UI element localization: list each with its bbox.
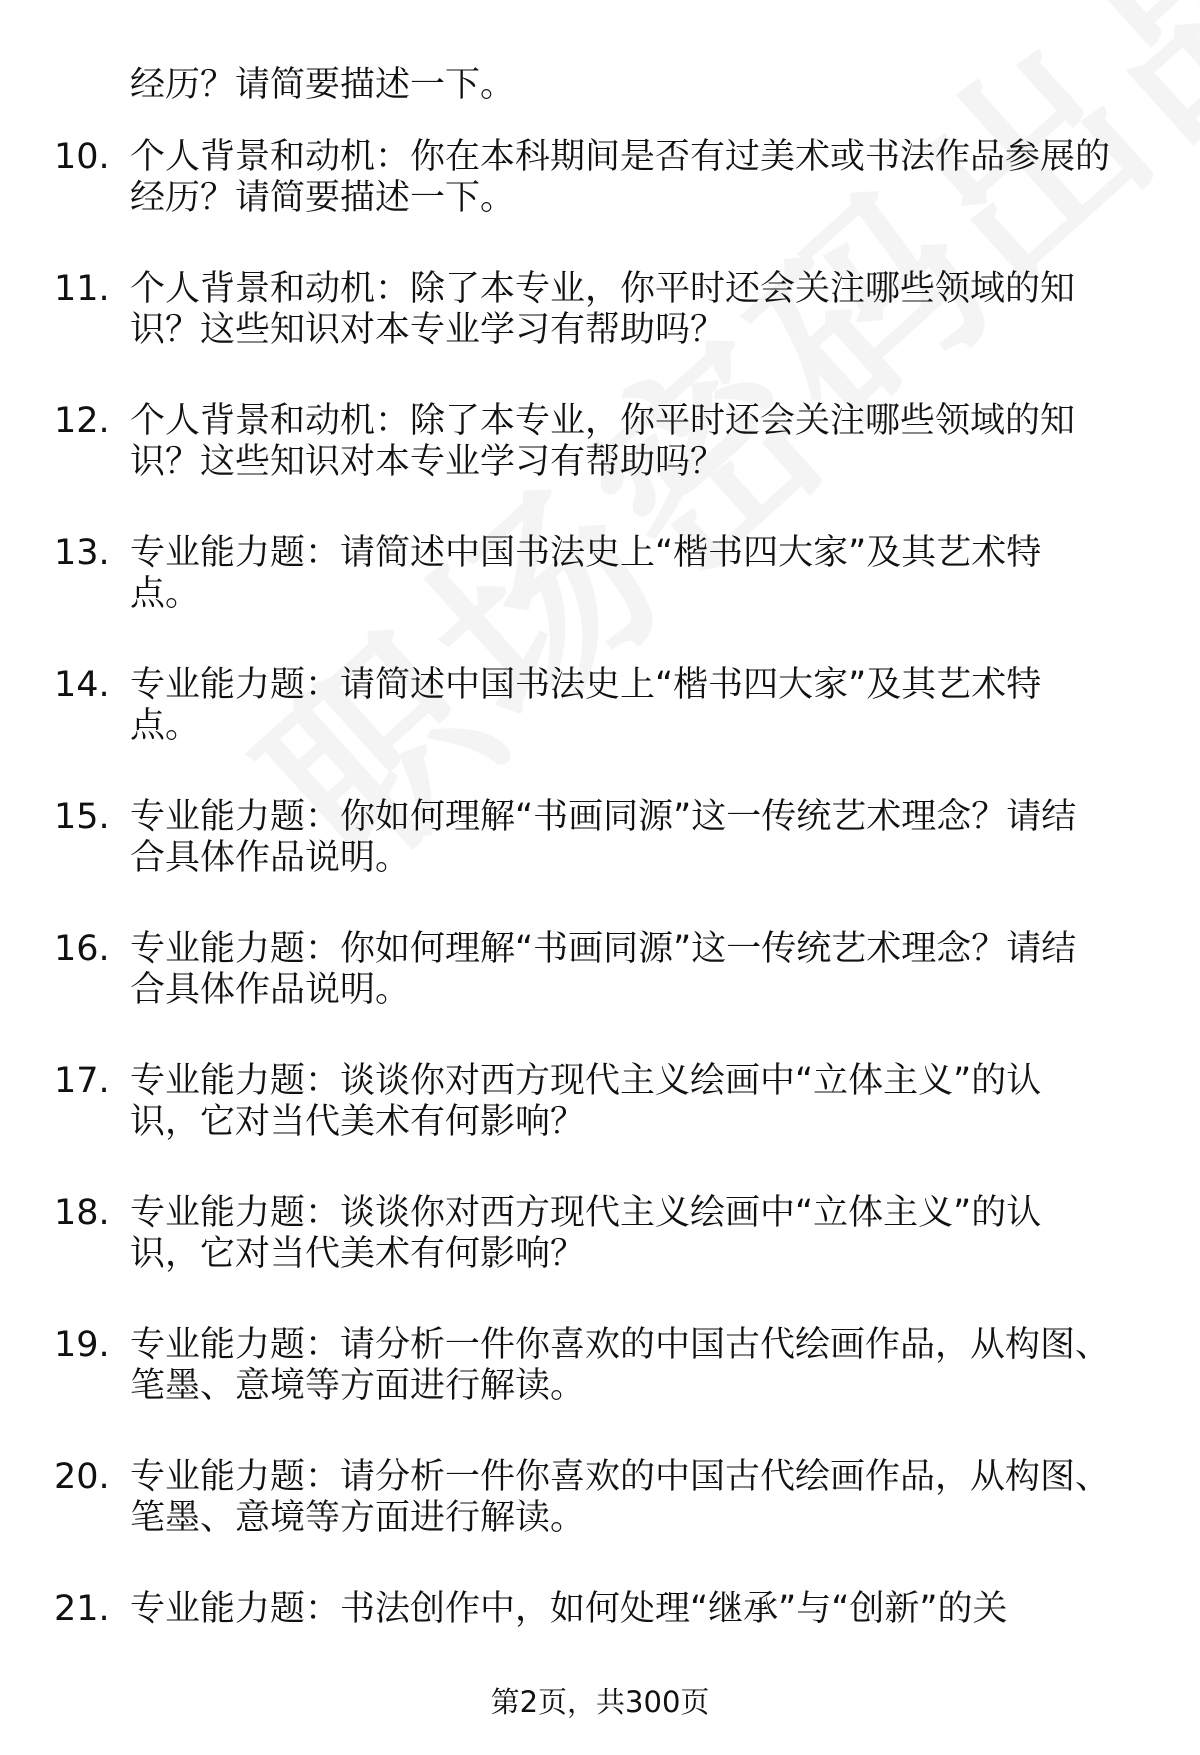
question-item	[0, 266, 1200, 398]
question-text-line: 专业能力题：请分析一件你喜欢的中国古代绘画作品，从构图、	[130, 1457, 1111, 1497]
question-text-line: 专业能力题：请简述中国书法史上“楷书四大家”及其艺术特	[130, 533, 1042, 573]
question-text-line: 专业能力题：你如何理解“书画同源”这一传统艺术理念？请结	[130, 929, 1077, 969]
question-item	[0, 530, 1200, 662]
question-text-line: 专业能力题：谈谈你对西方现代主义绘画中“立体主义”的认	[130, 1061, 1042, 1101]
question-item	[0, 794, 1200, 926]
question-text-line: 专业能力题：请分析一件你喜欢的中国古代绘画作品，从构图、	[130, 1325, 1111, 1365]
question-item	[0, 134, 1200, 266]
question-number: 18.	[54, 1193, 110, 1233]
question-text-line: 个人背景和动机：你在本科期间是否有过美术或书法作品参展的	[130, 137, 1111, 177]
question-number: 11.	[54, 269, 110, 309]
question-text-line: 识？这些知识对本专业学习有帮助吗？	[130, 442, 726, 482]
question-number: 20.	[54, 1457, 110, 1497]
question-text-line: 点。	[130, 706, 201, 746]
question-item	[0, 1322, 1200, 1454]
question-list	[0, 134, 1200, 1718]
question-number: 14.	[54, 665, 110, 705]
question-9-continuation: 经历？请简要描述一下。	[130, 65, 516, 105]
question-number: 15.	[54, 797, 110, 837]
question-number: 10.	[54, 137, 110, 177]
question-number: 21.	[54, 1589, 110, 1629]
question-number: 16.	[54, 929, 110, 969]
question-number: 17.	[54, 1061, 110, 1101]
question-item	[0, 1190, 1200, 1322]
question-text-line: 专业能力题：你如何理解“书画同源”这一传统艺术理念？请结	[130, 797, 1077, 837]
question-number: 19.	[54, 1325, 110, 1365]
question-text-line: 个人背景和动机：除了本专业，你平时还会关注哪些领域的知	[130, 401, 1076, 441]
question-item	[0, 398, 1200, 530]
question-item	[0, 926, 1200, 1058]
question-number: 13.	[54, 533, 110, 573]
question-text-line: 识？这些知识对本专业学习有帮助吗？	[130, 310, 726, 350]
page-footer: 第2页，共300页	[490, 1685, 710, 1719]
question-text-line: 笔墨、意境等方面进行解读。	[130, 1366, 586, 1406]
question-number: 12.	[54, 401, 110, 441]
question-text-line: 专业能力题：请简述中国书法史上“楷书四大家”及其艺术特	[130, 665, 1042, 705]
question-item	[0, 1058, 1200, 1190]
question-item	[0, 1454, 1200, 1586]
question-text-line: 经历？请简要描述一下。	[130, 178, 516, 218]
question-text-line: 个人背景和动机：除了本专业，你平时还会关注哪些领域的知	[130, 269, 1076, 309]
question-text-line: 合具体作品说明。	[130, 838, 411, 878]
question-text-line: 合具体作品说明。	[130, 970, 411, 1010]
question-text-line: 识，它对当代美术有何影响？	[130, 1234, 586, 1274]
question-text-line: 专业能力题：谈谈你对西方现代主义绘画中“立体主义”的认	[130, 1193, 1042, 1233]
question-text-line: 点。	[130, 574, 201, 614]
question-text-line: 专业能力题：书法创作中，如何处理“继承”与“创新”的关	[130, 1589, 1008, 1629]
question-text-line: 笔墨、意境等方面进行解读。	[130, 1498, 586, 1538]
question-text-line: 识，它对当代美术有何影响？	[130, 1102, 586, 1142]
question-item	[0, 662, 1200, 794]
